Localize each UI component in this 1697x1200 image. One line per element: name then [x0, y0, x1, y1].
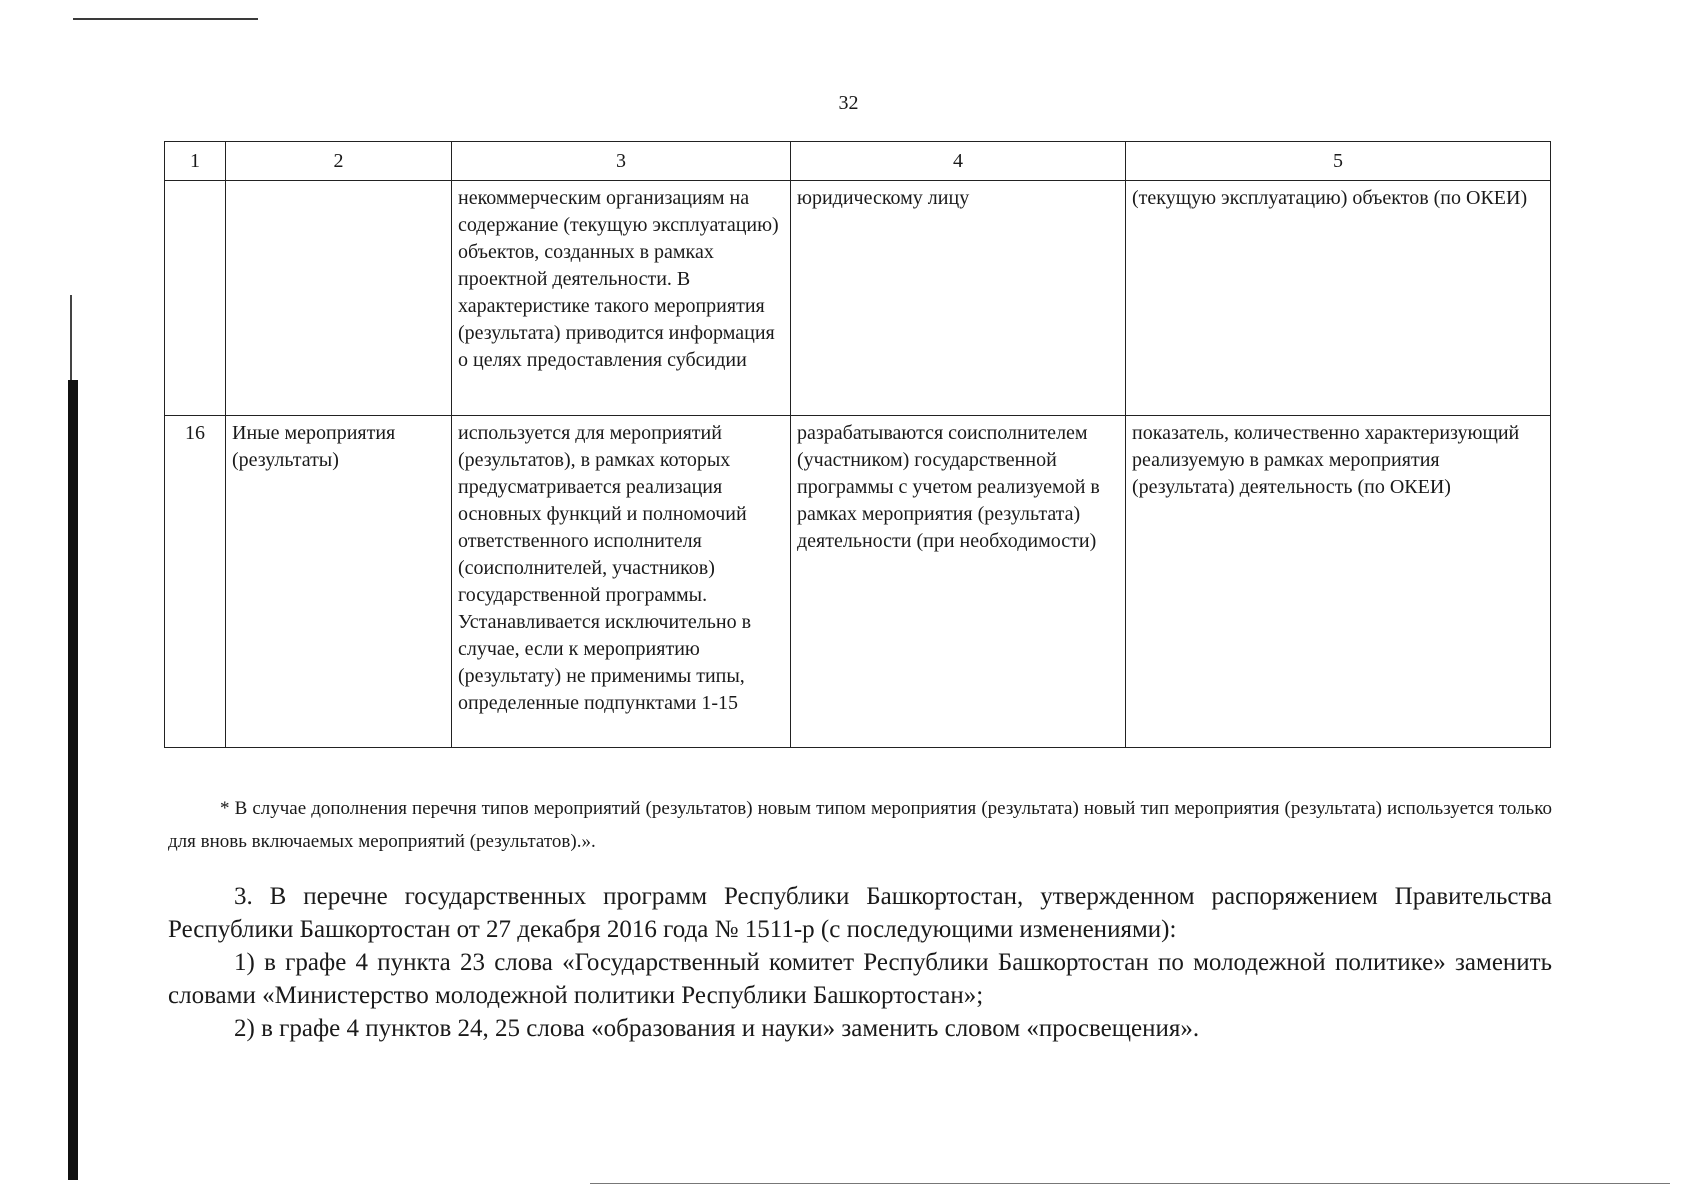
- page-number: 32: [838, 92, 859, 114]
- paragraph-subitem-2: 2) в графе 4 пунктов 24, 25 слова «образования и науки» заменить словом «просвещения».: [234, 1015, 1200, 1042]
- table-header-row: [165, 142, 1551, 181]
- row-characteristic-cell: разрабатываются соисполнителем (участником) государственной программы с учетом реализуемой в рамках мероприятия (результата) деятельности (при необходимости): [791, 416, 1126, 748]
- paragraph-subitem-1: 1) в графе 4 пункта 23 слова «Государственный комитет Республики Башкортостан по молодежной политике» заменить словами «Министерство молодежной политики Республики Башкортостан»;: [168, 949, 1552, 1009]
- row-number-cell: 16: [165, 416, 226, 748]
- table-header-cell: 4: [791, 142, 1126, 181]
- scan-artifact-left-thin-line: [70, 295, 72, 385]
- document-body: [168, 880, 1552, 1045]
- row-indicator-cell: (текущую эксплуатацию) объектов (по ОКЕИ): [1126, 181, 1551, 416]
- table-row: [165, 416, 1551, 748]
- table-header-cell: 1: [165, 142, 226, 181]
- row-characteristic-cell: юридическому лицу: [791, 181, 1126, 416]
- table-footnote: [168, 792, 1552, 858]
- scan-artifact-left-bar: [68, 380, 78, 1180]
- row-indicator-cell: показатель, количественно характеризующий реализуемую в рамках мероприятия (результата) деятельность (по ОКЕИ): [1126, 416, 1551, 748]
- row-description-cell: используется для мероприятий (результатов), в рамках которых предусматривается реализация основных функций и полномочий ответственного исполнителя (соисполнителей, участников) государственной программы. Устанавливается исключительно в случае, если к мероприятию (результату) не применимы типы, определенные подпунктами 1-15: [452, 416, 791, 748]
- scan-artifact-bottom-line: [590, 1183, 1670, 1184]
- table-header-cell: 3: [452, 142, 791, 181]
- footnote-text: * В случае дополнения перечня типов мероприятий (результатов) новым типом мероприятия (результата) новый тип мероприятия (результата) используется только для вновь включаемых мероприятий (результатов).».: [168, 798, 1552, 852]
- row-description-cell: некоммерческим организациям на содержание (текущую эксплуатацию) объектов, созданных в рамках проектной деятельности. В характеристике такого мероприятия (результата) приводится информация о целях предоставления субсидии: [452, 181, 791, 416]
- scan-artifact-top-line: [73, 18, 258, 20]
- table-header-cell: 5: [1126, 142, 1551, 181]
- row-name-cell: Иные мероприятия (результаты): [226, 416, 452, 748]
- table-row: [165, 181, 1551, 416]
- types-table: [164, 141, 1551, 748]
- row-number-cell: [165, 181, 226, 416]
- paragraph-item-3: 3. В перечне государственных программ Республики Башкортостан, утвержденном распоряжением Правительства Республики Башкортостан от 27 декабря 2016 года № 1511-р (с последующими изменениями):: [168, 883, 1552, 943]
- table-header-cell: 2: [226, 142, 452, 181]
- row-name-cell: [226, 181, 452, 416]
